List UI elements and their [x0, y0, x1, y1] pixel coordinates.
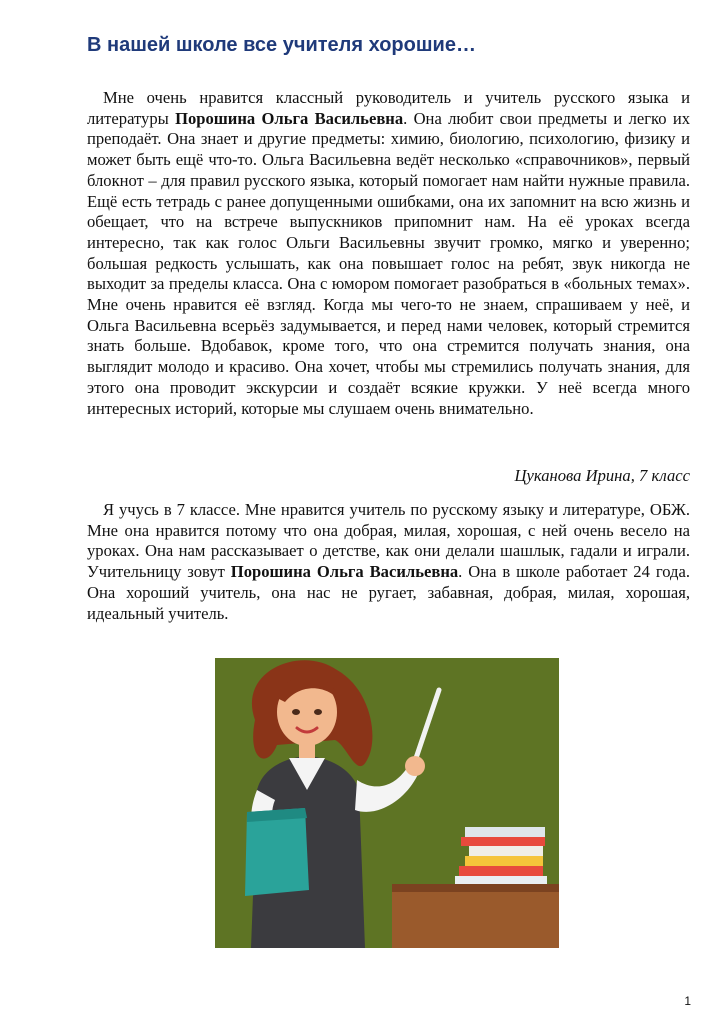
essay-paragraph: Мне очень нравится классный руководитель и учитель русского языка и литературы Порошина Ольга Васильевна. Она любит свои предметы и легко их преподаёт. Она знает и другие предметы: химию, биологию, психологию, физику и может быть ещё что-то. Ольга Васильевна ведёт несколько «справочников», первый блокнот – для правил русского языка, который помогает нам найти нужные правила. Ещё есть тетрадь с ранее допущенными ошибками, она их запомнит на всю жизнь и обещает, что на встрече выпускников припомнит нам. На её уроках всегда интересно, так как голос Ольги Васильевны звучит громко, мягко и уверенно; большая редкость услышать, как она повышает голос на ребят, звук никогда не выходит за пределы класса. Она с юмором помогает разобраться в «больных темах». Мне очень нравится её взгляд. Когда мы чего-то не знаем, спрашиваем у неё, и Ольга Васильевна всерьёз задумывается, и перед нами человек, который стремится знать больше. Вдобавок, кроме того, что она стремится получать знания, она выглядит молодо и красиво. Она хочет, чтобы мы стремились получать знания, для этого она проводит экскурсии и создаёт всякие кружки. У неё всегда много интересных историй, которые мы слушаем очень внимательно.: [87, 88, 690, 418]
page-number: 1: [684, 994, 691, 1008]
teacher-illustration: [207, 650, 567, 960]
page-title: В нашей школе все учителя хорошие…: [87, 34, 476, 56]
teacher-name: Порошина Ольга Васильевна: [175, 108, 404, 128]
teacher-name: Порошина Ольга Васильевна: [230, 562, 459, 582]
essay-signature: Цуканова Ирина, 7 класс: [514, 466, 690, 485]
hand: [405, 756, 425, 776]
essay-paragraph: Я учусь в 7 классе. Мне нравится учитель по русскому языку и литературе, ОБЖ. Мне она нравится потому что она добрая, милая, хорошая, с ней очень весело на уроках. Она нам рассказывает о детстве, как они делали шашлык, гадали и играли. Учительницу зовут Порошина Ольга Васильевна. Она в школе работает 24 года. Она хороший учитель, она нас не ругает, забавная, добрая, милая, хорошая, идеальный учитель.: [87, 500, 690, 623]
essay-irina: [87, 88, 690, 419]
desk: [392, 888, 559, 948]
essay-second: [87, 500, 690, 624]
